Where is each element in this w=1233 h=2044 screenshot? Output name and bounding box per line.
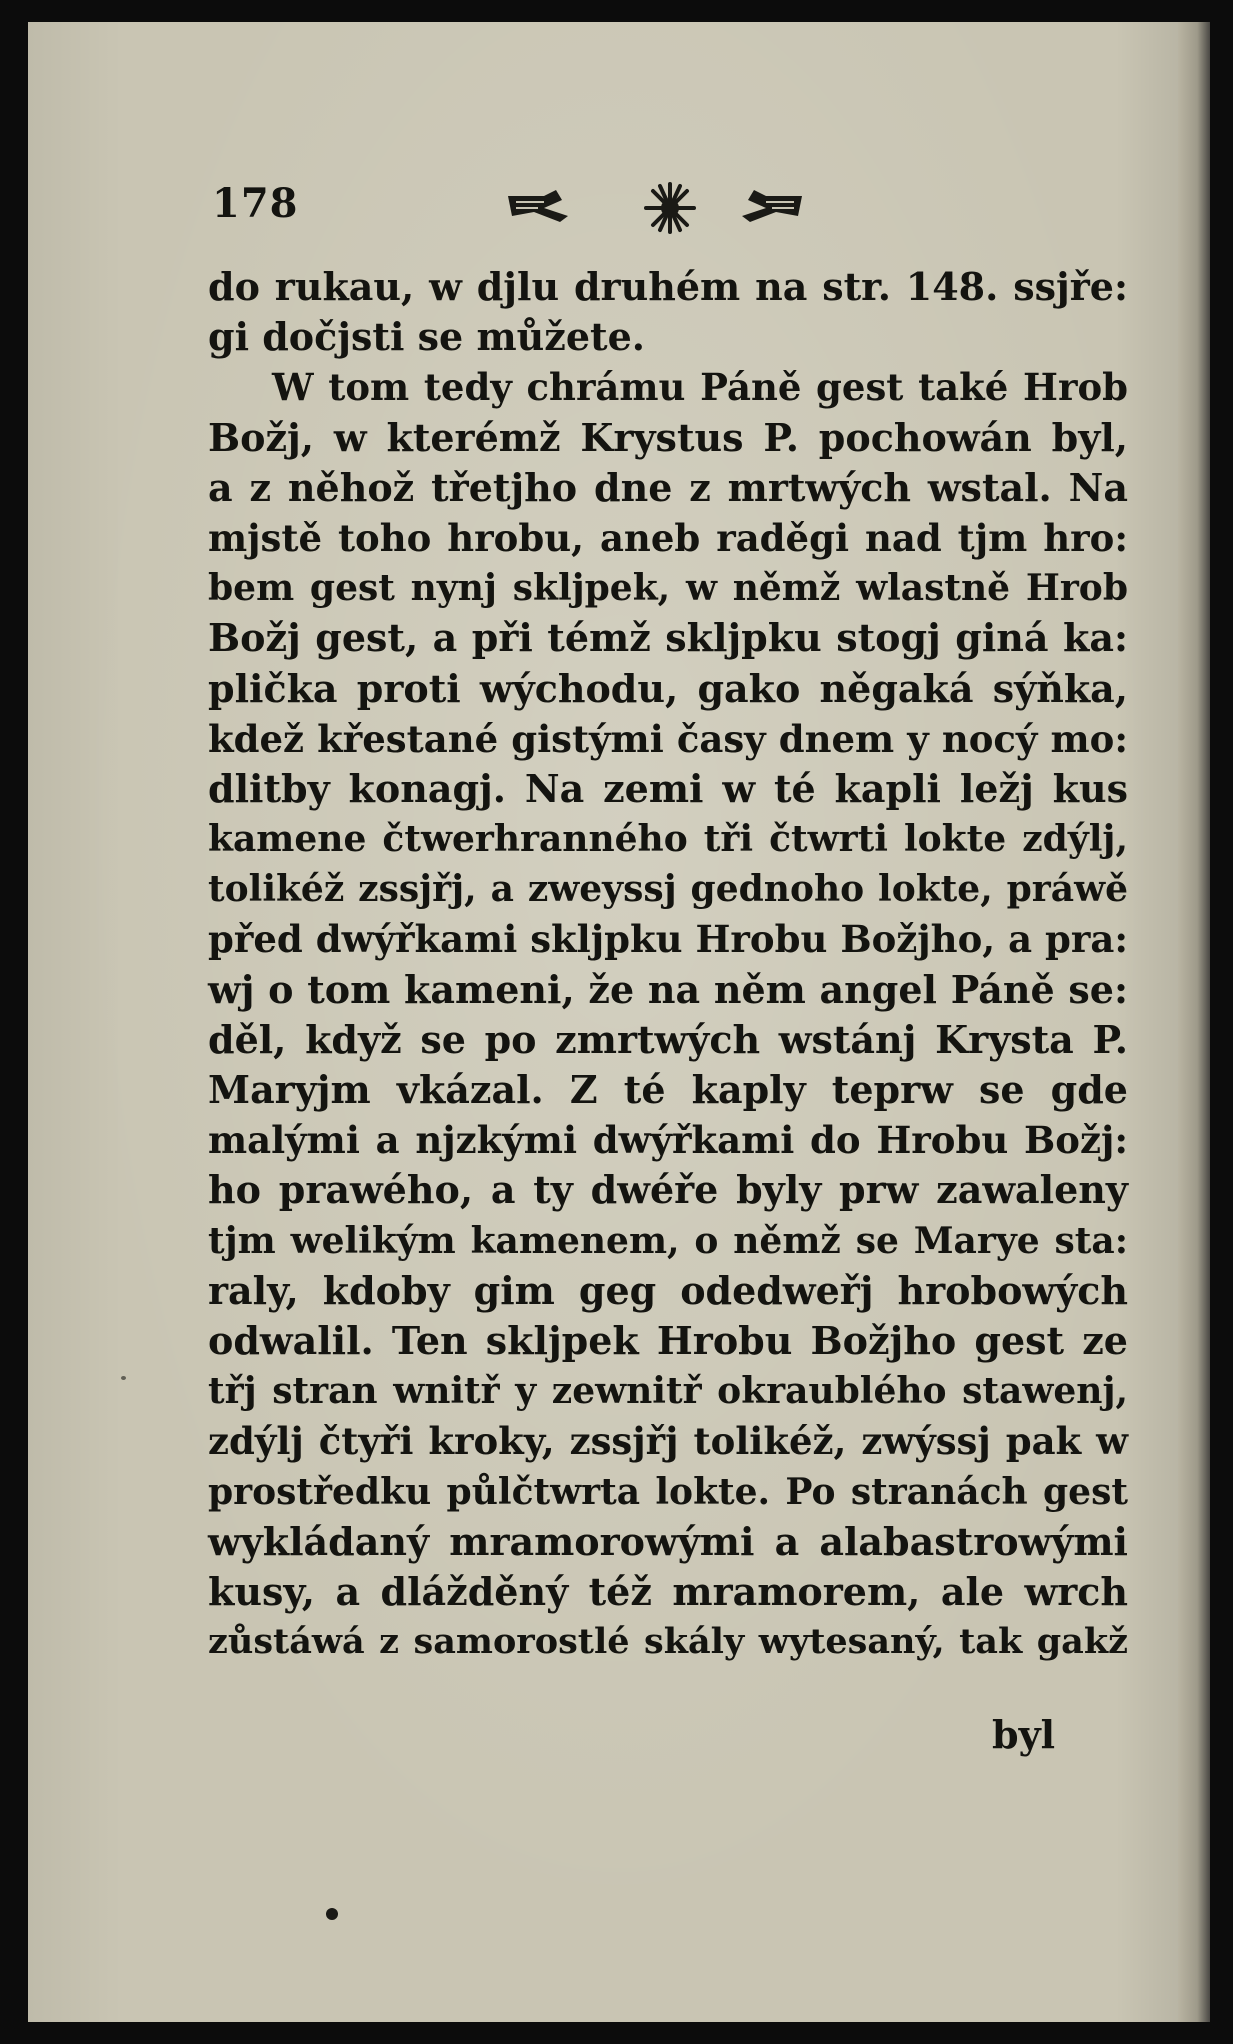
ink-speck (326, 1908, 338, 1920)
page-number: 178 (212, 180, 299, 227)
text-line: kamene čtwerhranného tři čtwrti lokte zdýlj, (208, 818, 1128, 861)
page-header (212, 180, 812, 250)
fist-ornament-icon (732, 186, 808, 231)
text-line: kdež křestané gistými časy dnem y nocý mo: (208, 716, 1128, 761)
text-line: Božj, w kterémž Krystus P. pochowán byl, (208, 414, 1128, 460)
text-line: tjm welikým kamenem, o němž se Marye sta: (208, 1219, 1128, 1262)
text-line: ho prawého, a ty dwéře byly prw zawaleny (208, 1167, 1128, 1213)
text-line: raly, kdoby gim geg odedweřj hrobowých (208, 1267, 1128, 1313)
text-line: odwalil. Ten skljpek Hrobu Božjho gest ze (208, 1317, 1128, 1363)
star-ornament-icon (642, 180, 698, 241)
text-line: děl, když se po zmrtwých wstánj Krysta P. (208, 1016, 1128, 1062)
text-line: Božj gest, a při témž skljpku stogj giná ka: (208, 615, 1128, 661)
text-line: třj stran wnitř y zewnitř okraublého stawenj, (208, 1370, 1128, 1413)
text-line: malými a njzkými dwýřkami do Hrobu Božj: (208, 1118, 1128, 1163)
page-edge (1178, 22, 1210, 2022)
text-line: wykládaný mramorowými a alabastrowými (208, 1518, 1128, 1564)
text-line: W tom tedy chrámu Páně gest také Hrob (272, 365, 1128, 410)
text-line: před dwýřkami skljpku Hrobu Božjho, a pra: (208, 917, 1128, 962)
text-line: wj o tom kameni, že na něm angel Páně se: (208, 966, 1128, 1012)
text-line: mjstě toho hrobu, aneb raděgi nad tjm hro: (208, 515, 1128, 560)
text-line: do rukau, w djlu druhém na str. 148. ssjře: (208, 264, 1128, 309)
text-line: plička proti wýchodu, gako něgaká sýňka, (208, 665, 1128, 711)
body-text (208, 262, 1128, 1667)
fist-ornament-icon (504, 186, 574, 231)
text-line: gi dočjsti se můžete. (208, 314, 645, 360)
text-line: bem gest nynj skljpek, w němž wlastně Hrob (208, 567, 1128, 610)
text-line: zůstáwá z samorostlé skály wytesaný, tak gakž (208, 1621, 1128, 1663)
text-line: kusy, a dlážděný též mramorem, ale wrch (208, 1568, 1128, 1614)
text-line: tolikéž zssjřj, a zweyssj gednoho lokte, práwě (208, 868, 1128, 911)
text-line: prostředku půlčtwrta lokte. Po stranách gest (208, 1470, 1128, 1513)
catchword: byl (992, 1712, 1056, 1757)
ink-speck (121, 1376, 126, 1380)
text-line: a z něhož třetjho dne z mrtwých wstal. Na (208, 464, 1128, 510)
text-line: zdýlj čtyři kroky, zssjřj tolikéž, zwýssj pak w (208, 1419, 1128, 1464)
text-line: Maryjm vkázal. Z té kaply teprw se gde (208, 1067, 1128, 1112)
text-line: dlitby konagj. Na zemi w té kapli ležj kus (208, 765, 1128, 811)
